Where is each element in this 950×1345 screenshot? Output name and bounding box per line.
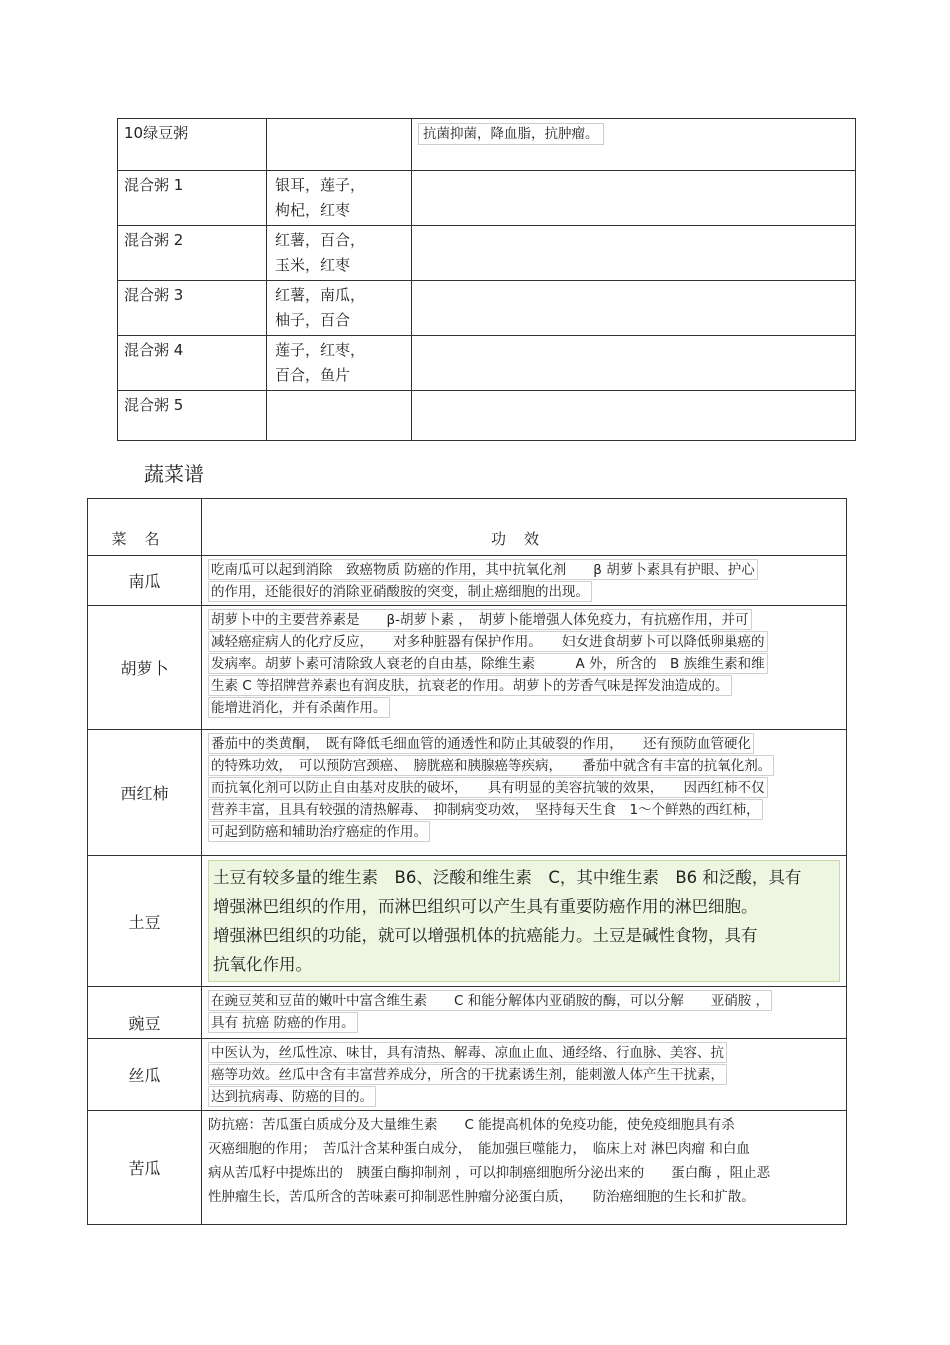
porridge-ingredients xyxy=(267,171,412,226)
porridge-effect xyxy=(412,226,856,281)
effect-line: 营养丰富，且具有较强的清热解毒、 抑制病变功效， 坚持每天生食 1～个鲜熟的西红柿， xyxy=(208,799,763,820)
porridge-name: 混合粥 2 xyxy=(118,226,267,281)
vegetable-name: 苦瓜 xyxy=(88,1111,202,1225)
ingredient-line: 银耳，莲子， xyxy=(275,176,366,194)
effect-line: 癌等功效。丝瓜中含有丰富营养成分，所含的干扰素诱生剂，能刺激人体产生干扰素， xyxy=(208,1064,727,1085)
effect-line: 的特殊功效， 可以预防宫颈癌、 膀胱癌和胰腺癌等疾病， 番茄中就含有丰富的抗氧化剂。 xyxy=(208,755,774,776)
table-row xyxy=(118,226,856,281)
vegetable-table xyxy=(87,498,847,1225)
vegetable-name: 西红柿 xyxy=(88,730,202,856)
effect-line: 而抗氧化剂可以防止自由基对皮肤的破坏， 具有明显的美容抗皱的效果， 因西红柿不仅 xyxy=(208,777,768,798)
vegetable-effect xyxy=(202,1111,847,1225)
ingredient-line: 红薯，百合， xyxy=(275,231,366,249)
ingredient-line: 百合，鱼片 xyxy=(275,366,351,384)
porridge-effect xyxy=(412,336,856,391)
table-row xyxy=(88,987,847,1039)
table-row xyxy=(88,556,847,606)
porridge-ingredients xyxy=(267,336,412,391)
effect-text: 抗菌抑菌，降血脂，抗肿瘤。 xyxy=(418,123,604,145)
effect-line: 性肿瘤生长，苦瓜所含的苦味素可抑制恶性肿瘤分泌蛋白质， 防治癌细胞的生长和扩散。 xyxy=(208,1189,755,1205)
effect-line: 生素 C 等招牌营养素也有润皮肤，抗衰老的作用。胡萝卜的芳香气味是挥发油造成的。 xyxy=(208,675,732,696)
vegetable-name: 南瓜 xyxy=(88,556,202,606)
effect-line: 发病率。胡萝卜素可清除致人衰老的自由基，除维生素 A 外，所含的 B 族维生素和维 xyxy=(208,653,768,674)
porridge-ingredients xyxy=(267,391,412,441)
vegetable-effect xyxy=(202,556,847,606)
effect-line: 土豆有较多量的维生素 B6、泛酸和维生素 C，其中维生素 B6 和泛酸，具有 xyxy=(213,868,802,887)
porridge-ingredients xyxy=(267,281,412,336)
vegetable-effect xyxy=(202,1039,847,1111)
ingredient-line: 红薯，南瓜， xyxy=(275,286,366,304)
table-row xyxy=(118,391,856,441)
effect-line: 灭癌细胞的作用； 苦瓜汁含某种蛋白成分， 能加强巨噬能力， 临床上对 淋巴肉瘤 和白血 xyxy=(208,1141,750,1157)
effect-line: 具有 抗癌 防癌的作用。 xyxy=(208,1012,358,1033)
table-row xyxy=(118,119,856,171)
effect-line: 在豌豆荚和豆苗的嫩叶中富含维生素 C 和能分解体内亚硝胺的酶，可以分解 亚硝胺 ， xyxy=(208,990,772,1011)
header-effect: 功效 xyxy=(202,499,847,556)
effect-line: 抗氧化作用。 xyxy=(213,955,312,974)
table-header xyxy=(88,499,847,556)
header-name: 菜名 xyxy=(88,499,202,556)
effect-line: 的作用，还能很好的消除亚硝酸胺的突变，制止癌细胞的出现。 xyxy=(208,581,592,602)
table-row xyxy=(118,336,856,391)
effect-line: 中医认为，丝瓜性凉、味甘，具有清热、解毒、凉血止血、通经络、行血脉、美容、抗 xyxy=(208,1042,727,1063)
porridge-name: 10绿豆粥 xyxy=(118,119,267,171)
vegetable-effect xyxy=(202,606,847,730)
table-row xyxy=(118,171,856,226)
table-row xyxy=(88,730,847,856)
effect-line: 增强淋巴组织的作用，而淋巴组织可以产生具有重要防癌作用的淋巴细胞。 xyxy=(213,897,758,916)
vegetable-effect xyxy=(202,856,847,987)
vegetable-name: 丝瓜 xyxy=(88,1039,202,1111)
table-row xyxy=(118,281,856,336)
ingredient-line: 莲子，红枣， xyxy=(275,341,366,359)
porridge-effect xyxy=(412,281,856,336)
vegetable-effect xyxy=(202,730,847,856)
porridge-ingredients xyxy=(267,119,412,171)
vegetable-effect xyxy=(202,987,847,1039)
porridge-effect xyxy=(412,119,856,171)
porridge-name: 混合粥 1 xyxy=(118,171,267,226)
porridge-ingredients xyxy=(267,226,412,281)
porridge-effect xyxy=(412,391,856,441)
effect-line: 防抗癌：苦瓜蛋白质成分及大量维生素 C 能提高机体的免疫功能，使免疫细胞具有杀 xyxy=(208,1117,735,1133)
effect-line: 达到抗病毒、防癌的目的。 xyxy=(208,1086,376,1107)
porridge-name: 混合粥 5 xyxy=(118,391,267,441)
effect-line: 病从苦瓜籽中提炼出的 胰蛋白酶抑制剂 ，可以抑制癌细胞所分泌出来的 蛋白酶 ，阻止恶 xyxy=(208,1165,771,1181)
effect-line: 能增进消化，并有杀菌作用。 xyxy=(208,697,390,718)
effect-line: 胡萝卜中的主要营养素是 β-胡萝卜素 ， 胡萝卜能增强人体免疫力，有抗癌作用，并可 xyxy=(208,609,752,630)
vegetable-name: 胡萝卜 xyxy=(88,606,202,730)
table-row xyxy=(88,606,847,730)
table-row xyxy=(88,1039,847,1111)
porridge-effect xyxy=(412,171,856,226)
porridge-table xyxy=(117,118,856,441)
porridge-name: 混合粥 3 xyxy=(118,281,267,336)
vegetable-name: 土豆 xyxy=(88,856,202,987)
porridge-name: 混合粥 4 xyxy=(118,336,267,391)
effect-line: 可起到防癌和辅助治疗癌症的作用。 xyxy=(208,821,430,842)
ingredient-line: 柚子，百合 xyxy=(275,311,351,329)
highlighted-paragraph xyxy=(208,860,840,982)
table-row xyxy=(88,1111,847,1225)
effect-line: 吃南瓜可以起到消除 致癌物质 防癌的作用，其中抗氧化剂 β 胡萝卜素具有护眼、护心 xyxy=(208,559,758,580)
ingredient-line: 枸杞，红枣 xyxy=(275,201,351,219)
effect-line: 减轻癌症病人的化疗反应， 对多种脏器有保护作用。 妇女进食胡萝卜可以降低卵巢癌的 xyxy=(208,631,768,652)
table-row xyxy=(88,856,847,987)
effect-line: 番茄中的类黄酮， 既有降低毛细血管的通透性和防止其破裂的作用， 还有预防血管硬化 xyxy=(208,733,754,754)
effect-line: 增强淋巴组织的功能，就可以增强机体的抗癌能力。土豆是碱性食物，具有 xyxy=(213,926,758,945)
ingredient-line: 玉米，红枣 xyxy=(275,256,351,274)
section-title: 蔬菜谱 xyxy=(144,462,204,486)
vegetable-name: 豌豆 xyxy=(88,987,202,1039)
